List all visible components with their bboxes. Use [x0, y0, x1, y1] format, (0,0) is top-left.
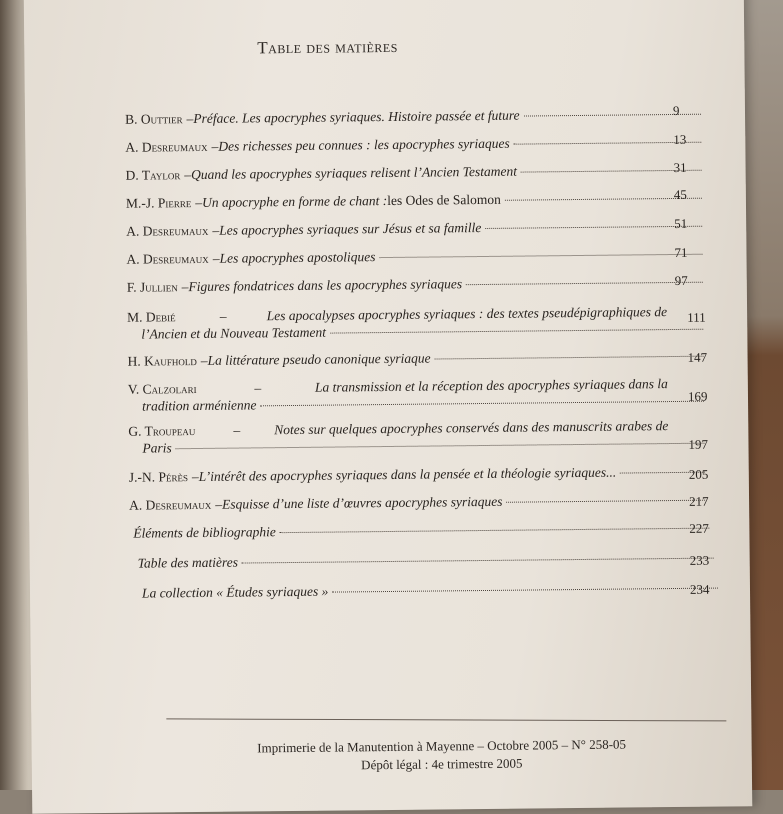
toc-author: B. Outtier [124, 111, 183, 127]
toc-separator: – [184, 167, 192, 183]
toc-title: Les apocalypses apocryphes syriaques : des textes pseudépigraphiques de [266, 304, 668, 324]
toc-entry [129, 491, 709, 514]
toc-title: Un apocryphe en forme de chant : [201, 192, 388, 210]
toc-entry [125, 186, 706, 212]
imprint [232, 735, 652, 775]
toc-page-number: 205 [688, 466, 709, 482]
toc-title: La transmission et la réception des apocryphes syriaques dans la [314, 376, 668, 395]
toc-separator: – [200, 352, 208, 368]
toc-author: J.-N. Pérès [128, 469, 189, 485]
leader-dots [260, 401, 704, 407]
book-page [24, 0, 753, 814]
imprint-line-1: Imprimerie de la Manutention à Mayenne – Octobre 2005 – N° 258-05 [257, 736, 627, 756]
toc-author: A. Desreumaux [129, 496, 212, 513]
toc-separator: – [233, 422, 241, 438]
toc-entry [127, 303, 707, 343]
toc-page-number: 227 [689, 520, 709, 536]
toc-page-number: 169 [687, 388, 708, 404]
toc-title: Quand les apocryphes syriaques relisent l’Ancien Testament [190, 163, 518, 183]
toc-entry [129, 463, 709, 486]
toc-author: D. Taylor [125, 167, 181, 183]
toc-entry [138, 549, 718, 572]
toc-title: Les apocryphes apostoliques [219, 249, 376, 266]
toc-separator: – [212, 250, 220, 266]
toc-title-roman: les Odes de Salomon [387, 191, 501, 208]
leader-dots [435, 356, 704, 360]
toc-entry [124, 102, 705, 128]
toc-separator: – [254, 380, 262, 396]
toc-page-number: 9 [672, 102, 680, 118]
toc-page-number: 45 [673, 186, 687, 202]
toc-entry [127, 347, 707, 370]
toc-entry [128, 417, 708, 457]
toc-separator: – [215, 496, 223, 512]
leader-dots [380, 254, 703, 258]
leader-dots [280, 528, 710, 533]
toc-entry [126, 245, 706, 268]
toc-title: Notes sur quelques apocryphes conservés dans des manuscrits arabes de [274, 418, 669, 438]
toc-separator: – [186, 111, 194, 127]
toc-title: Préface. Les apocryphes syriaques. Histoire passée et future [193, 107, 520, 127]
toc-author: G. Troupeau [128, 423, 196, 439]
toc-title: Des richesses peu connues : les apocryphes syriaques [218, 135, 510, 154]
toc-page-number: 234 [689, 581, 710, 597]
leader-dots [242, 558, 714, 564]
leader-dots [176, 443, 705, 450]
toc-page-number: 111 [687, 309, 706, 325]
toc-title-continued: Paris [142, 440, 172, 456]
toc-title: Figures fondatrices dans les apocryphes syriaques [188, 276, 463, 295]
toc-author: V. Calzolari [127, 381, 197, 397]
toc-author: M. Debié [127, 309, 176, 325]
toc-page-number: 51 [674, 215, 688, 231]
toc-entry [126, 161, 706, 184]
toc-page-number: 97 [674, 272, 688, 288]
toc-page-number: 197 [688, 436, 709, 452]
toc-title-continued: tradition arménienne [141, 397, 257, 414]
page-title: Table des matières [257, 36, 398, 58]
toc-author: A. Desreumaux [126, 250, 209, 267]
toc-separator: – [195, 194, 203, 211]
toc-separator: – [211, 138, 219, 154]
toc-entry [126, 217, 706, 240]
footer-rule [166, 718, 726, 721]
leader-dots [466, 282, 703, 285]
toc-page-number: 31 [673, 159, 687, 175]
toc-title: Éléments de bibliographie [133, 524, 276, 541]
toc-separator: – [191, 468, 199, 485]
toc-title: La littérature pseudo canonique syriaque [207, 350, 431, 368]
toc-page-number: 217 [688, 493, 709, 509]
toc-title: Table des matières [137, 554, 239, 571]
toc-title: Les apocryphes syriaques sur Jésus et sa famille [219, 220, 482, 238]
toc-separator: – [212, 222, 220, 238]
toc-title: L’intérêt des apocryphes syriaques dans la pensée et la théologie syriaques... [198, 464, 617, 484]
toc-author: A. Desreumaux [126, 222, 209, 239]
leader-dots [506, 500, 705, 503]
toc-page-number: 147 [687, 349, 708, 365]
toc-entry [133, 519, 713, 542]
leader-dots [505, 198, 702, 201]
toc-author: M.-J. Pierre [125, 195, 192, 211]
toc-title-continued: l’Ancien et du Nouveau Testament [141, 324, 327, 342]
toc-entry [128, 375, 708, 415]
toc-title: La collection « Études syriaques » [141, 583, 329, 601]
toc-page-number: 233 [689, 552, 710, 568]
toc-author: H. Kaufhold [127, 353, 197, 369]
toc-separator: – [219, 308, 227, 324]
toc-page-number: 71 [674, 244, 688, 260]
toc-author: A. Desreumaux [125, 138, 208, 155]
toc-separator: – [181, 279, 189, 295]
toc-author: F. Jullien [126, 279, 178, 295]
toc-title: Esquisse d’une liste d’œuvres apocryphes syriaques [222, 493, 503, 512]
toc-page-number: 13 [673, 131, 687, 147]
toc-entry [127, 273, 707, 296]
leader-dots [330, 329, 703, 334]
toc-entry [125, 133, 705, 156]
imprint-line-2: Dépôt légal : 4e trimestre 2005 [361, 755, 523, 773]
toc-entry [142, 579, 722, 602]
table-of-contents [124, 102, 715, 601]
leader-dots [485, 226, 702, 229]
leader-dots [332, 588, 718, 593]
